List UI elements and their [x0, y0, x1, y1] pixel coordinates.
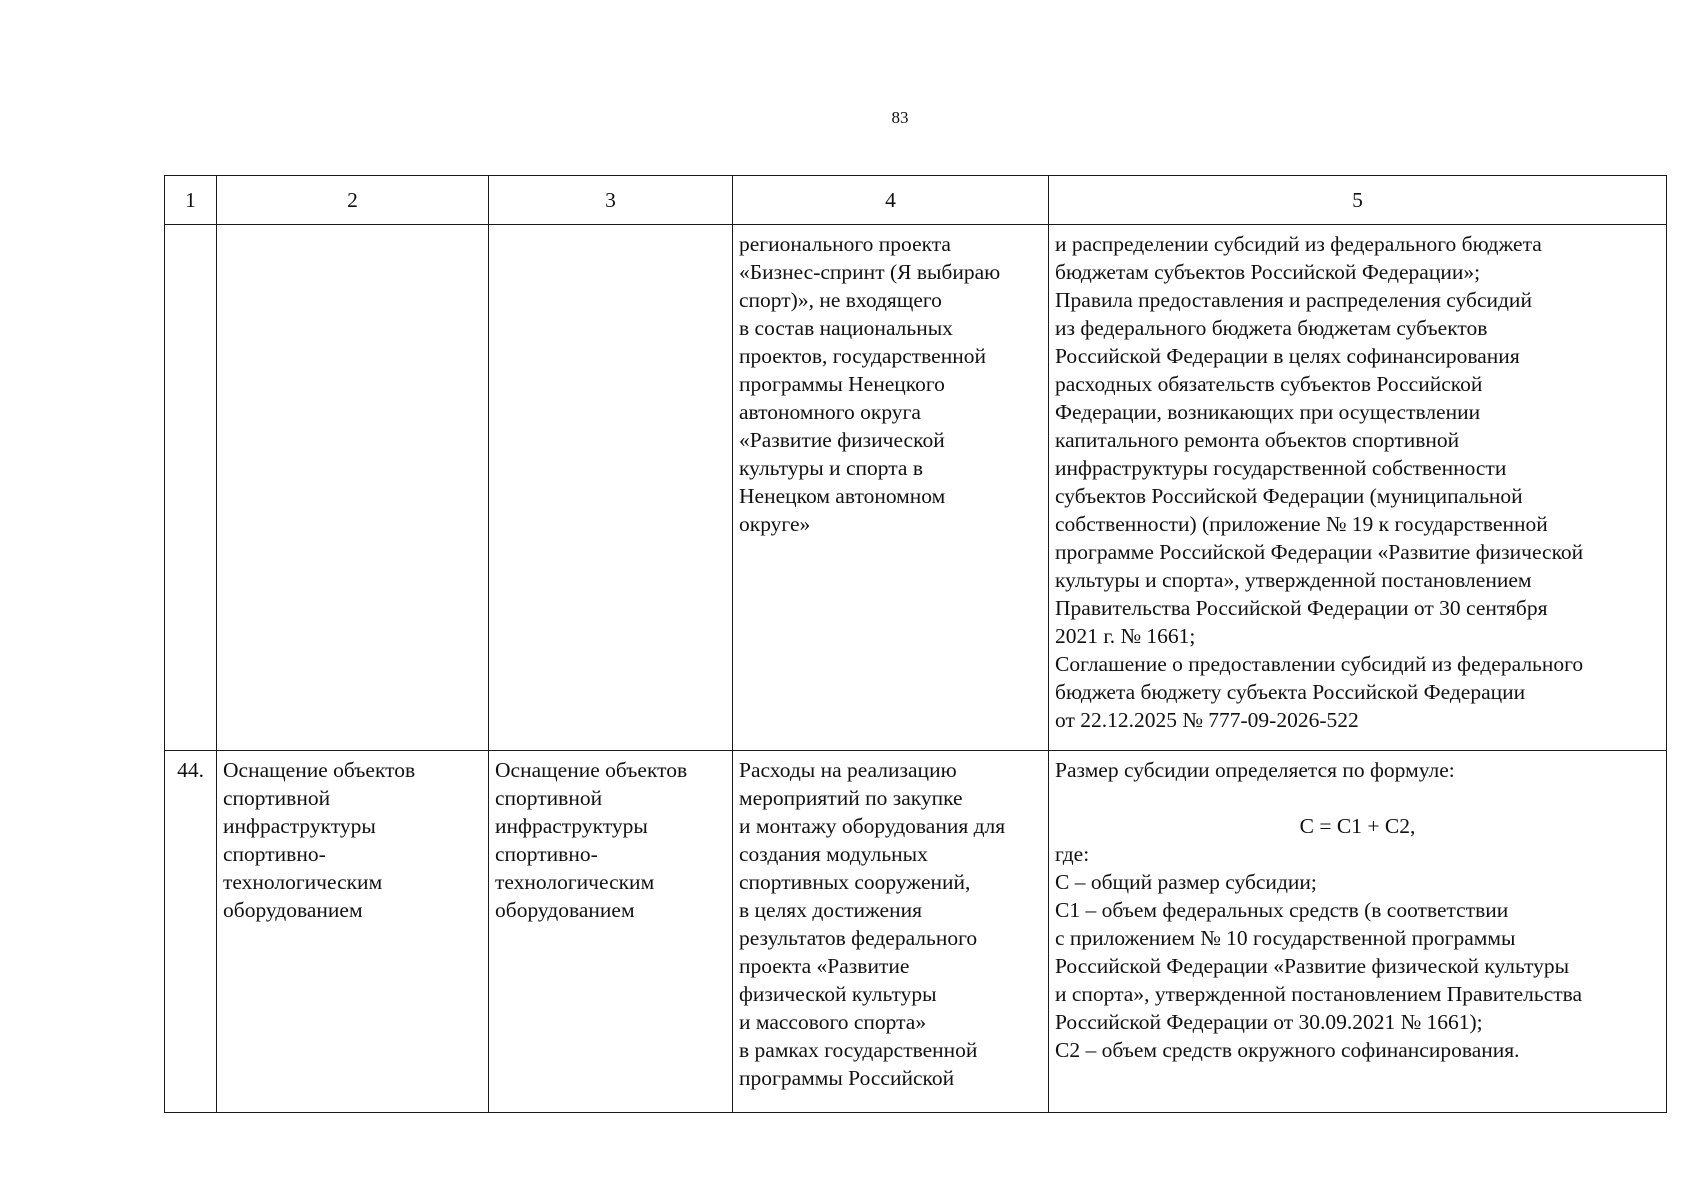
text-line: округе» — [739, 512, 811, 536]
text-line: где: — [1055, 842, 1090, 866]
formula-intro: Размер субсидии определяется по формуле: — [1055, 758, 1455, 782]
text-line: инфраструктуры — [223, 814, 376, 838]
text-line: инфраструктуры — [495, 814, 648, 838]
text-line: спортивной — [495, 786, 603, 810]
row-number-cell: 44. — [165, 751, 217, 1113]
text-line: культуры и спорта», утвержденной постановлением — [1055, 568, 1532, 592]
text-line: в рамках государственной — [739, 1038, 978, 1062]
formula-spacer — [1055, 784, 1660, 812]
text-line: регионального проекта — [739, 232, 951, 256]
text-line: создания модульных — [739, 842, 928, 866]
header-cell-1: 1 — [165, 176, 217, 225]
text-line: физической культуры — [739, 982, 937, 1006]
cont-col2-cell — [217, 225, 489, 751]
text-line: капитального ремонта объектов спортивной — [1055, 428, 1460, 452]
text-line: Российской Федерации в целях софинансирования — [1055, 344, 1520, 368]
text-line: спортивной — [223, 786, 331, 810]
header-cell-3: 3 — [489, 176, 733, 225]
text-line: спортивно- — [223, 842, 326, 866]
text-line: и монтажу оборудования для — [739, 814, 1006, 838]
text-line: технологическим — [495, 870, 655, 894]
text-line: проектов, государственной — [739, 344, 986, 368]
text-line: С – общий размер субсидии; — [1055, 870, 1317, 894]
row44-col3-cell — [489, 751, 733, 1113]
page-number: 83 — [891, 108, 909, 127]
cont-col1-cell — [165, 225, 217, 751]
cont-col5-cell — [1049, 225, 1667, 751]
cont-col4-cell — [733, 225, 1049, 751]
text-line: программе Российской Федерации «Развитие физической — [1055, 540, 1584, 564]
text-line: культуры и спорта в — [739, 456, 923, 480]
text-line: программы Ненецкого — [739, 372, 945, 396]
table-header-row — [165, 176, 1667, 225]
text-line: собственности) (приложение № 19 к государственной — [1055, 512, 1548, 536]
text-line: оборудованием — [495, 898, 635, 922]
text-line: субъектов Российской Федерации (муниципальной — [1055, 484, 1523, 508]
text-line: в целях достижения — [739, 898, 923, 922]
text-line: с приложением № 10 государственной программы — [1055, 926, 1516, 950]
text-line: Правила предоставления и распределения субсидий — [1055, 288, 1532, 312]
text-line: проекта «Развитие — [739, 954, 910, 978]
text-line: «Развитие физической — [739, 428, 945, 452]
text-line: Правительства Российской Федерации от 30 сентября — [1055, 596, 1548, 620]
text-line: от 22.12.2025 № 777-09-2026-522 — [1055, 708, 1359, 732]
text-line: технологическим — [223, 870, 383, 894]
formula-explanation — [1055, 840, 1660, 1064]
text-line: Расходы на реализацию — [739, 758, 957, 782]
text-line: 2021 г. № 1661; — [1055, 624, 1196, 648]
text-line: спортивных сооружений, — [739, 870, 971, 894]
text-line: и массового спорта» — [739, 1010, 927, 1034]
row44-col4-cell — [733, 751, 1049, 1113]
text-line: в состав национальных — [739, 316, 953, 340]
text-line: программы Российской — [739, 1066, 955, 1090]
cont-col3-cell — [489, 225, 733, 751]
text-line: Ненецком автономном — [739, 484, 946, 508]
text-line: и спорта», утвержденной постановлением Правительства — [1055, 982, 1583, 1006]
text-line: Соглашение о предоставлении субсидий из федерального — [1055, 652, 1584, 676]
text-line: инфраструктуры государственной собственности — [1055, 456, 1507, 480]
text-line: расходных обязательств субъектов Российской — [1055, 372, 1483, 396]
text-line: Российской Федерации «Развитие физической культуры — [1055, 954, 1570, 978]
text-line: Федерации, возникающих при осуществлении — [1055, 400, 1481, 424]
text-line: оборудованием — [223, 898, 363, 922]
text-line: С2 – объем средств окружного софинансирования. — [1055, 1038, 1520, 1062]
text-line: спортивно- — [495, 842, 598, 866]
table-row-continuation — [165, 225, 1667, 751]
row44-col5-cell — [1049, 751, 1667, 1113]
document-table — [164, 175, 1667, 1113]
text-line: мероприятий по закупке — [739, 786, 963, 810]
header-cell-5: 5 — [1049, 176, 1667, 225]
table-row-44 — [165, 751, 1667, 1113]
text-line: автономного округа — [739, 400, 921, 424]
text-line: и распределении субсидий из федерального бюджета — [1055, 232, 1542, 256]
text-line: из федерального бюджета бюджетам субъектов — [1055, 316, 1488, 340]
formula: С = С1 + С2, — [1299, 814, 1416, 838]
text-line: результатов федерального — [739, 926, 978, 950]
text-line: бюджетам субъектов Российской Федерации»; — [1055, 260, 1481, 284]
text-line: Оснащение объектов — [223, 758, 416, 782]
text-line: «Бизнес-спринт (Я выбираю — [739, 260, 1001, 284]
text-line: Оснащение объектов — [495, 758, 688, 782]
text-line: бюджета бюджету субъекта Российской Федерации — [1055, 680, 1526, 704]
text-line: С1 – объем федеральных средств (в соответствии — [1055, 898, 1509, 922]
text-line: спорт)», не входящего — [739, 288, 942, 312]
text-line: Российской Федерации от 30.09.2021 № 1661); — [1055, 1010, 1483, 1034]
header-cell-4: 4 — [733, 176, 1049, 225]
row44-col2-cell — [217, 751, 489, 1113]
header-cell-2: 2 — [217, 176, 489, 225]
